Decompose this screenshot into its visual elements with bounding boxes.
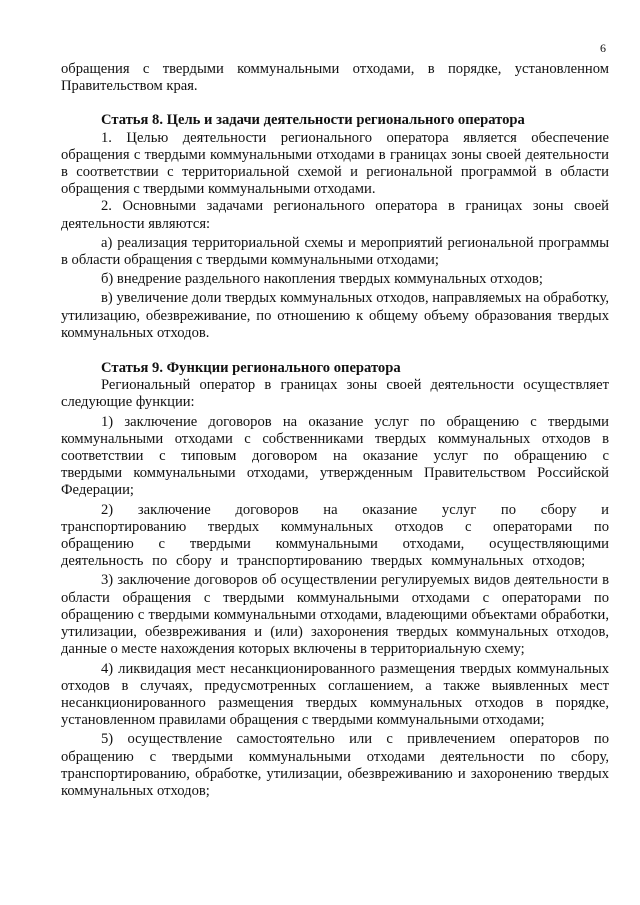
- function-4: 4) ликвидация мест несанкционированного размещения твердых коммунальных отходов в случаях, предусмотренных соглашением, а также выявленных мест несанкционированного размещения твердых коммунальных отходов в порядке, установленном правилами обращения с твердыми коммунальными отходами;: [61, 660, 609, 729]
- function-5: 5) осуществление самостоятельно или с привлечением операторов по обращению с твердыми коммунальными отходами деятельности по сбору, транспортированию, обработке, утилизации, обезвреживанию и захоронению твердых коммунальных отходов;: [61, 731, 609, 799]
- function-2: 2) заключение договоров на оказание услуг по сбору и транспортированию твердых коммунальных отходов с операторами по обращению с твердыми коммунальными отходами, осуществляющими деятельность по сбору и транспортированию твердых коммунальных отходов;: [61, 501, 609, 570]
- document-body: [61, 61, 609, 800]
- function-1: 1) заключение договоров на оказание услуг по обращению с твердыми коммунальными отходами с собственниками твердых коммунальных отходов в соответствии с типовым договором на оказание услуг по обращению с твердыми коммунальными отходами, утвержденным Правительством Российской Федерации;: [61, 413, 609, 499]
- article-8-paragraph-1: 1. Целью деятельности регионального оператора является обеспечение обращения с твердыми коммунальными отходами в границах зоны своей деятельности в соответствии с территориальной схемой и региональной программой в области обращения с твердыми коммунальными отходами.: [61, 129, 609, 198]
- article-8-paragraph-2: 2. Основными задачами регионального оператора в границах зоны своей деятельности являются:: [61, 198, 609, 232]
- page-number: 6: [600, 41, 606, 55]
- article-9-heading: Статья 9. Функции регионального оператора: [101, 360, 401, 377]
- function-3: 3) заключение договоров об осуществлении регулируемых видов деятельности в области обращения с твердыми коммунальными отходами с операторами по обращению с твердыми коммунальными отходами, владеющими объектами обработки, утилизации, обезвреживания и (или) захоронения твердых коммунальных отходов, данные о месте нахождения которых включены в территориальную схему;: [61, 572, 609, 658]
- article-9-intro: Региональный оператор в границах зоны своей деятельности осуществляет следующие функции:: [61, 377, 609, 411]
- article-8-item-a: а) реализация территориальной схемы и мероприятий региональной программы в области обращения с твердыми коммунальными отходами;: [61, 234, 609, 269]
- article-8-item-c: в) увеличение доли твердых коммунальных отходов, направляемых на обработку, утилизацию, обезвреживание, по отношению к общему объему образования твердых коммунальных отходов.: [61, 290, 609, 341]
- article-8-item-b: б) внедрение раздельного накопления твердых коммунальных отходов;: [101, 271, 543, 288]
- lead-paragraph: обращения с твердыми коммунальными отходами, в порядке, установленном Правительством края.: [61, 61, 609, 95]
- article-8-heading: Статья 8. Цель и задачи деятельности регионального оператора: [101, 112, 525, 129]
